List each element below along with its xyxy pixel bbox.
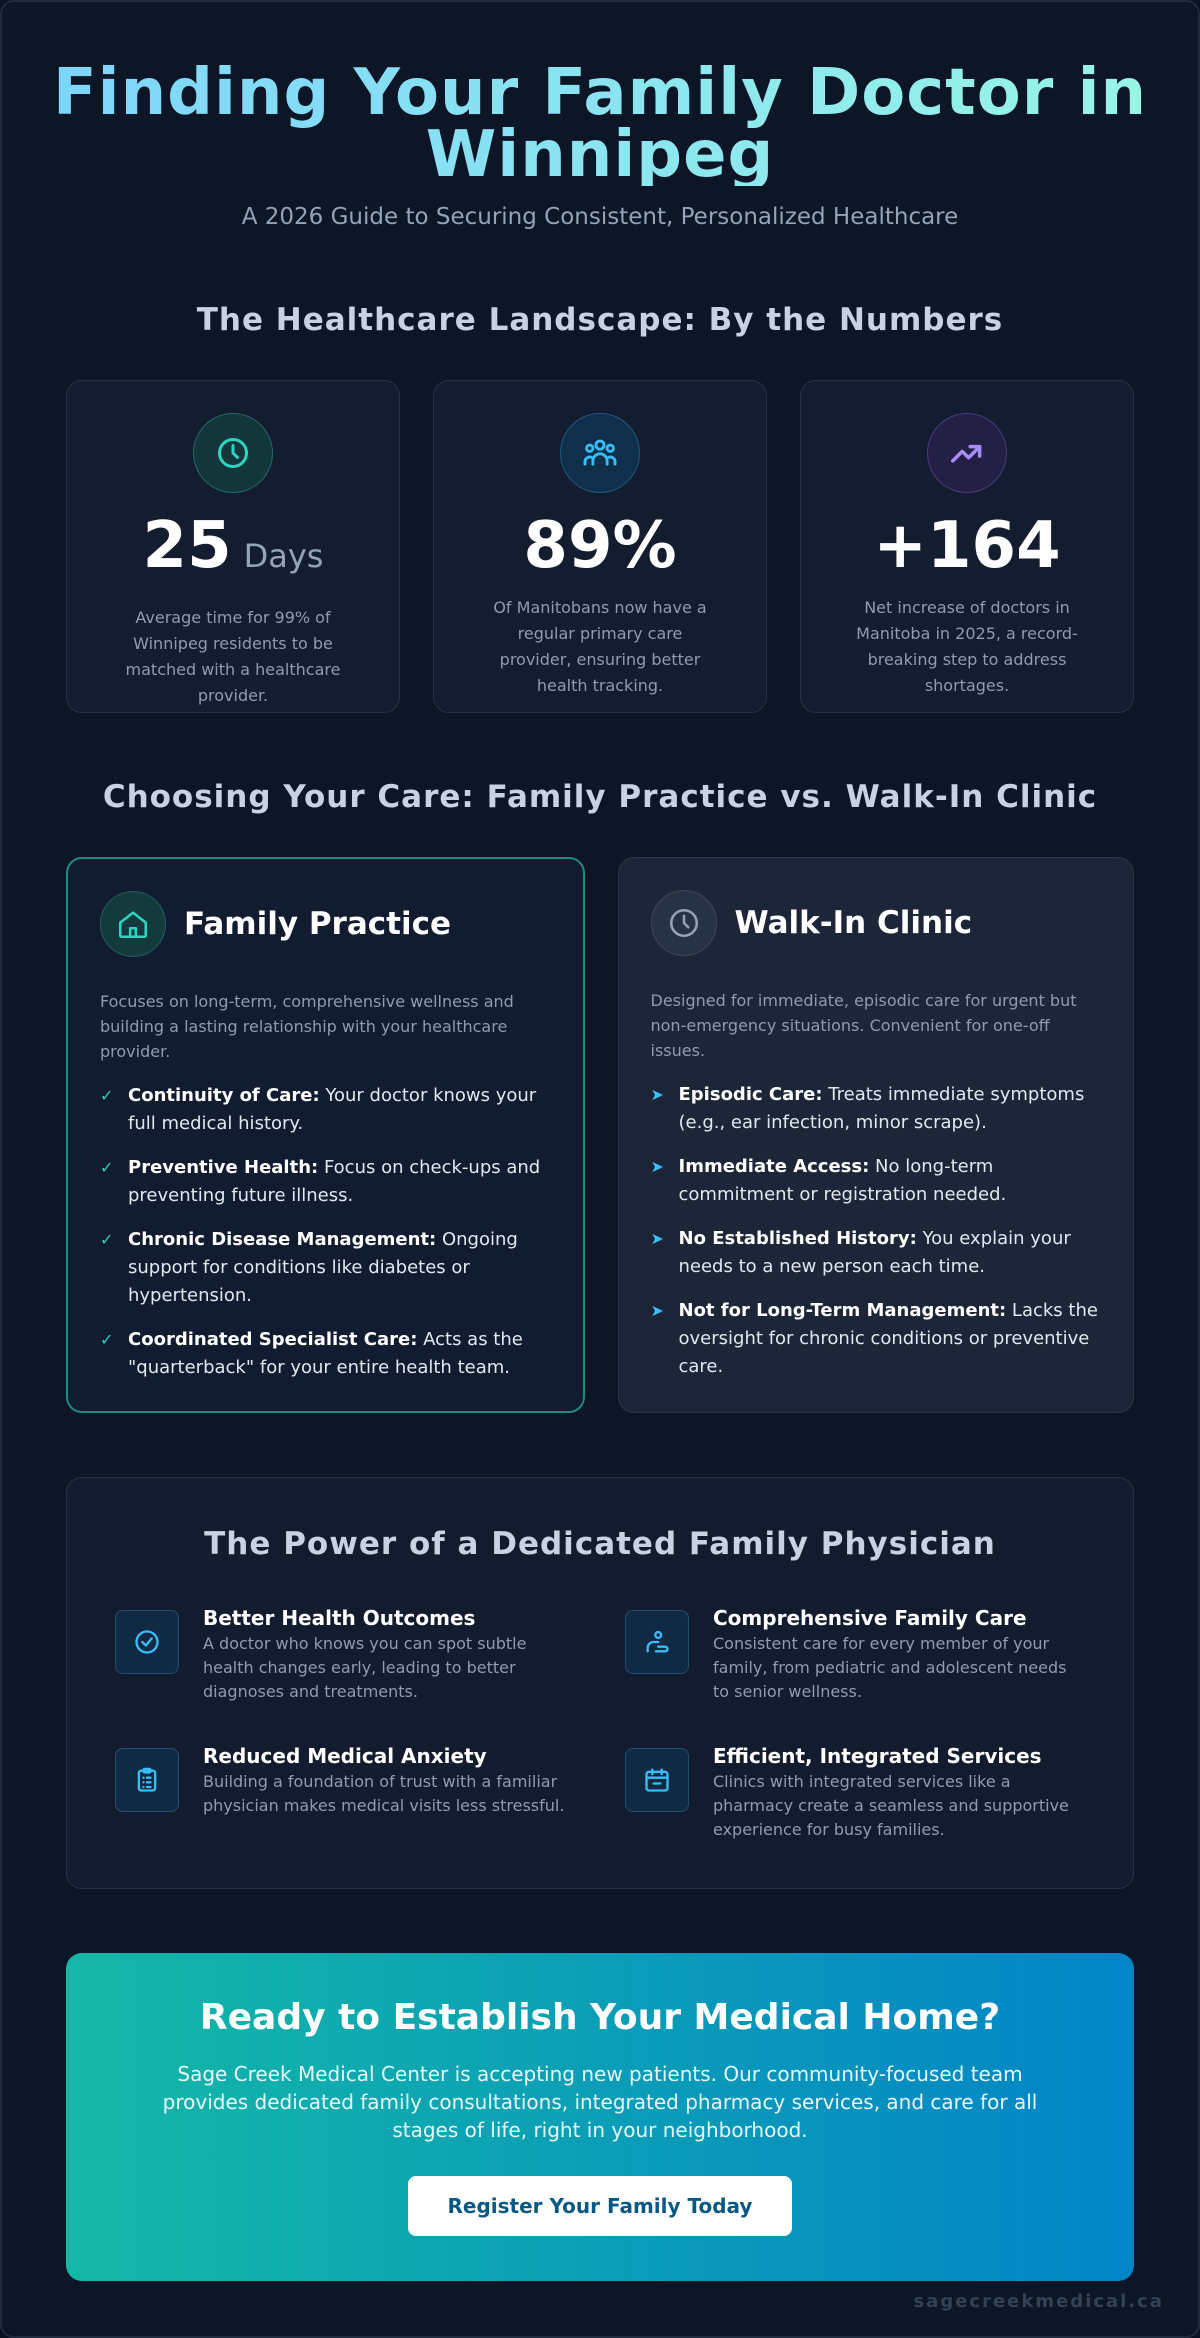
card-description: Designed for immediate, episodic care for urgent but non-emergency situations. Convenient for one-off issues. [650,991,1077,1060]
title-line-1: Finding Your Family Doctor in [52,56,1148,130]
benefit-description: Consistent care for every member of your family, from pediatric and adolescent needs to senior wellness. [713,1634,1067,1701]
list-item: ✓ Continuity of Care: Your doctor knows your full medical history. [100,1082,551,1138]
stats-row [2,380,1198,713]
benefit-description: Clinics with integrated services like a pharmacy create a seamless and supportive experience for busy families. [713,1772,1069,1839]
cta-banner [66,1953,1134,2281]
page-title [2,56,1198,192]
list-item: ✓ Chronic Disease Management: Ongoing support for conditions like diabetes or hypertension. [100,1226,551,1310]
benefits-section [66,1477,1134,1889]
check-icon: ✓ [100,1330,114,1349]
card-header [100,891,551,957]
clock-icon [193,413,273,493]
list-item: ✓ Coordinated Specialist Care: Acts as the "quarterback" for your entire health team. [100,1326,551,1382]
check-icon: ✓ [100,1230,114,1249]
benefit-item [115,1744,575,1842]
feature-list [651,1081,1102,1381]
benefit-title: Better Health Outcomes [203,1606,476,1630]
home-icon [100,891,166,957]
stat-card-coverage [433,380,767,713]
benefit-description: A doctor who knows you can spot subtle health changes early, leading to better diagnoses and treatments. [203,1634,527,1701]
stat-description: Average time for 99% of Winnipeg residents to be matched with a healthcare provider. [125,608,341,705]
compare-heading: Choosing Your Care: Family Practice vs. Walk-In Clinic [102,779,1098,815]
list-item: ➤ Immediate Access: No long-term commitment or registration needed. [651,1153,1102,1209]
benefit-title: Comprehensive Family Care [713,1606,1027,1630]
cta-title: Ready to Establish Your Medical Home? [199,1997,1001,2038]
cta-text: Sage Creek Medical Center is accepting new patients. Our community-focused team provides dedicated family consultations, integrated pharmacy services, and care for all stages of life, right in your neighborhood. [162,2062,1038,2142]
page-subtitle: A 2026 Guide to Securing Consistent, Personalized Healthcare [241,204,959,230]
benefit-description: Building a foundation of trust with a familiar physician makes medical visits less stressful. [203,1772,565,1815]
stat-value: 25 Days [142,509,324,583]
benefits-heading: The Power of a Dedicated Family Physician [204,1526,996,1562]
walk-in-clinic-card [618,857,1135,1413]
benefit-item [625,1744,1085,1842]
list-item: ✓ Preventive Health: Focus on check-ups and preventing future illness. [100,1154,551,1210]
card-header [651,890,1102,956]
benefit-item [625,1606,1085,1704]
benefits-grid [67,1606,1133,1842]
stat-card-doctor-increase [800,380,1134,713]
clock-icon [651,890,717,956]
landscape-heading: The Healthcare Landscape: By the Numbers [196,302,1004,338]
users-icon [560,413,640,493]
stat-card-wait-time [66,380,400,713]
footer-url: sagecreekmedical.ca [913,2291,1164,2312]
family-practice-card [66,857,585,1413]
card-title: Walk-In Clinic [734,905,973,941]
stat-description: Of Manitobans now have a regular primary care provider, ensuring better health tracking. [493,598,707,695]
comparison-row [2,857,1198,1413]
arrow-icon: ➤ [650,1157,664,1176]
list-item: ➤ No Established History: You explain your needs to a new person each time. [651,1225,1102,1281]
arrow-icon: ➤ [650,1085,664,1104]
check-icon: ✓ [100,1086,114,1105]
trending-up-icon [927,413,1007,493]
hero [2,2,1198,230]
benefit-title: Efficient, Integrated Services [713,1744,1042,1768]
card-description: Focuses on long-term, comprehensive wellness and building a lasting relationship with your healthcare provider. [100,992,514,1061]
arrow-icon: ➤ [650,1301,664,1320]
list-item: ➤ Not for Long-Term Management: Lacks the oversight for chronic conditions or preventive care. [651,1297,1102,1381]
stat-value: +164 [873,509,1061,583]
register-family-button[interactable]: Register Your Family Today [408,2176,792,2236]
arrow-icon: ➤ [650,1229,664,1248]
calendar-icon [625,1748,689,1812]
benefit-item [115,1606,575,1704]
stat-value: 89% [523,509,677,583]
benefit-title: Reduced Medical Anxiety [203,1744,487,1768]
feature-list [100,1082,551,1382]
stat-description: Net increase of doctors in Manitoba in 2025, a record-breaking step to address shortages. [856,598,1078,695]
stat-unit: Days [243,537,324,575]
list-item: ➤ Episodic Care: Treats immediate symptoms (e.g., ear infection, minor scrape). [651,1081,1102,1137]
family-care-icon [625,1610,689,1674]
check-icon: ✓ [100,1158,114,1177]
title-line-2: Winnipeg [425,118,775,192]
clipboard-icon [115,1748,179,1812]
card-title: Family Practice [184,906,451,942]
check-circle-icon [115,1610,179,1674]
